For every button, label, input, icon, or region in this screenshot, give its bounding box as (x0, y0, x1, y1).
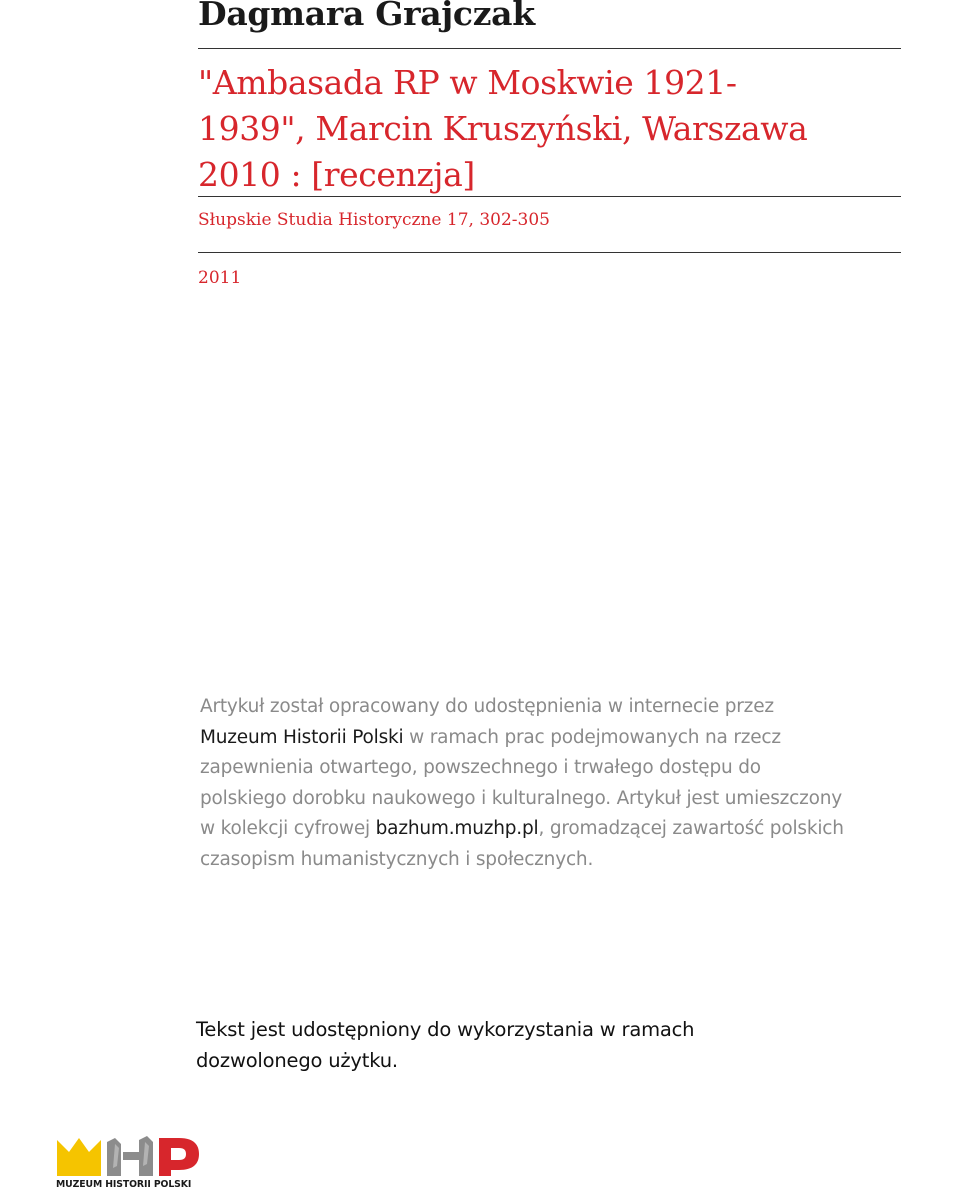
notice-text: , gromadzącej zawartość polskich (538, 818, 844, 839)
logo-crown-shape (57, 1138, 101, 1176)
collection-link[interactable]: bazhum.muzhp.pl (375, 818, 539, 839)
title-line: 2010 : [recenzja] (198, 155, 475, 194)
museum-name: Muzeum Historii Polski (200, 726, 404, 748)
logo-h-shape (107, 1136, 153, 1176)
divider (198, 48, 901, 49)
logo-p-shape (159, 1138, 199, 1176)
notice-line (200, 814, 900, 845)
divider (198, 196, 901, 197)
notice-line: czasopism humanistycznych i społecznych. (200, 848, 594, 870)
publication-year: 2011 (198, 268, 242, 288)
notice-line: Artykuł został opracowany do udostępnienia w internecie przez (200, 696, 774, 717)
notice-line: polskiego dorobku naukowego i kulturalnego. Artykuł jest umieszczony (200, 787, 843, 809)
divider (198, 252, 901, 253)
usage-line: Tekst jest udostępniony do wykorzystania w ramach (196, 1018, 695, 1041)
notice-text: w ramach prac podejmowanych na rzecz (403, 726, 781, 748)
notice-line (200, 723, 900, 754)
article-title (198, 60, 888, 198)
title-line: "Ambasada RP w Moskwie 1921- (198, 63, 737, 102)
logo-caption: MUZEUM HISTORII POLSKI (56, 1179, 192, 1190)
journal-source: Słupskie Studia Historyczne 17, 302-305 (198, 210, 550, 230)
notice-text: w kolekcji cyfrowej (200, 818, 376, 839)
notice-line: zapewnienia otwartego, powszechnego i trwałego dostępu do (200, 757, 761, 778)
access-notice (200, 692, 900, 875)
usage-line: dozwolonego użytku. (196, 1049, 398, 1072)
author-name: Dagmara Grajczak (198, 0, 535, 33)
usage-statement (196, 1014, 836, 1076)
title-line: 1939", Marcin Kruszyński, Warszawa (198, 109, 808, 148)
